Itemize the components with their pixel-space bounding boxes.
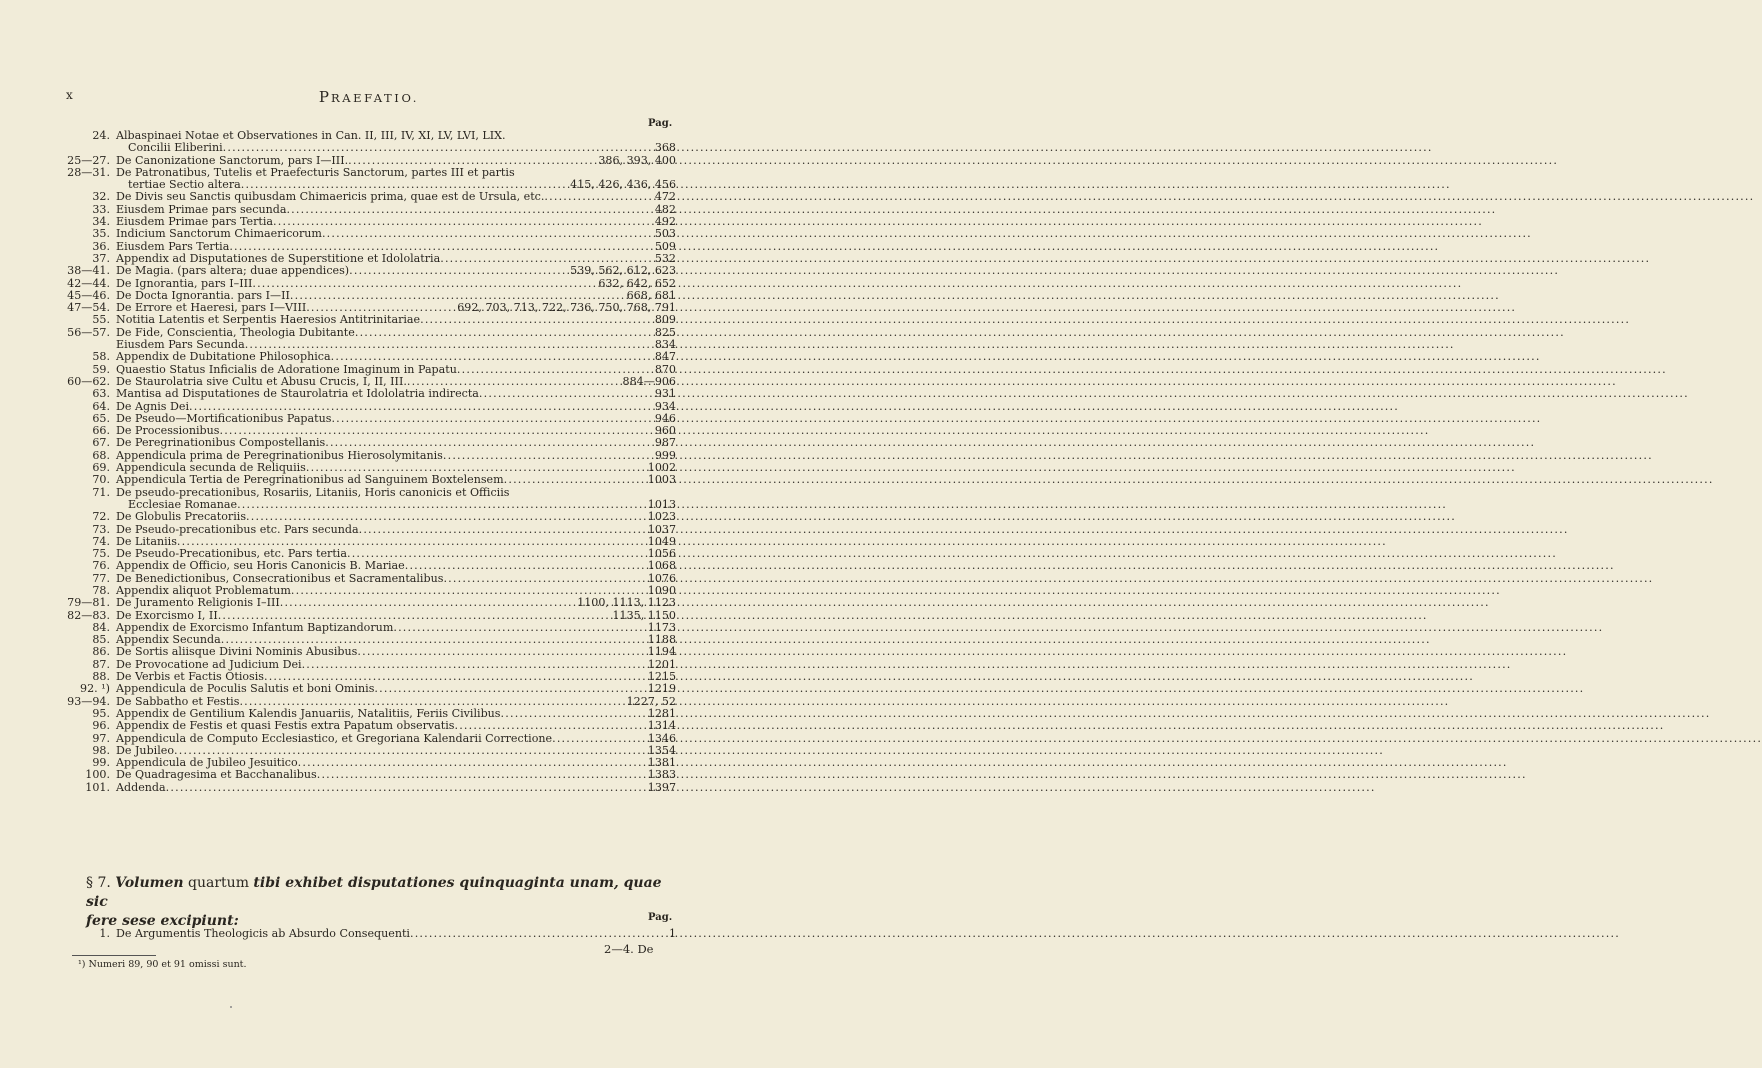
entry-title: De Errore et Haeresi, pars I—VIII	[116, 301, 307, 315]
entry-number: 32.	[92, 190, 110, 204]
entry-title: Mantisa ad Disputationes de Staurolatria et Idololatria indirecta	[116, 387, 479, 401]
entry-pages: 847	[654, 350, 676, 364]
entry-title: Appendicula secunda de Reliquiis	[116, 461, 306, 475]
entry-number: 59.	[92, 362, 110, 376]
entry-title: De Ignorantia, pars I–III	[116, 276, 253, 290]
entry-title: Appendicula prima de Peregrinationibus Hierosolymitanis	[116, 448, 443, 462]
entry-pages: 1037	[647, 522, 676, 536]
entry-title: Eiusdem Pars Tertia	[116, 239, 230, 253]
entry-title: Appendix de Officio, seu Horis Canonicis B. Mariae	[116, 559, 405, 573]
toc-entry	[58, 314, 676, 326]
entry-title: De Pseudo—Mortificationibus Papatus	[116, 411, 332, 425]
entry-number: 86.	[92, 645, 110, 659]
toc-entry	[58, 401, 676, 413]
toc-entry	[58, 388, 676, 400]
entry-pages: 1219	[647, 682, 676, 696]
toc-entry	[58, 142, 676, 154]
entry-title: Eiusdem Primae pars Tertia	[116, 215, 274, 229]
entry-title: Appendicula de Computo Ecclesiastico, et Gregoriana Kalendarii Correctione	[116, 731, 553, 745]
entry-title: Appendix de Festis et quasi Festis extra Papatum observatis	[116, 719, 455, 733]
entry-pages: 668, 681	[626, 288, 676, 302]
entry-number: 63.	[92, 387, 110, 401]
entry-number: 79—81.	[67, 596, 110, 610]
dot-leader	[322, 228, 653, 240]
dot-leader	[357, 646, 645, 658]
entry-number: 33.	[92, 202, 110, 216]
entry-pages: 884—906	[622, 374, 676, 388]
pag-label: Pag.	[648, 118, 673, 129]
entry-number: 65.	[92, 411, 110, 425]
table-of-contents	[58, 130, 676, 794]
dot-leader	[454, 720, 645, 732]
entry-title: Appendicula de Poculis Salutis et boni Ominis	[116, 682, 375, 696]
dot-leader	[410, 928, 667, 940]
toc-entry	[58, 646, 676, 658]
entry-pages: 1215	[647, 670, 676, 684]
entry-title: Appendix aliquot Problematum	[116, 583, 291, 597]
entry-title: De Juramento Religionis I–III	[116, 596, 280, 610]
entry-pages: 1201	[647, 657, 676, 671]
entry-pages: 834	[654, 338, 676, 352]
entry-title: De Argumentis Theologicis ab Absurdo Consequenti	[116, 927, 410, 940]
section-paragraph: § 7. Volumen quartum tibi exhibet disputationes quinquaginta unam, quae sic fere sese excipiunt:	[86, 875, 662, 929]
entry-number: 35.	[92, 227, 110, 241]
dot-leader	[166, 782, 646, 794]
entry-pages: 415, 426, 436, 456	[570, 178, 676, 192]
entry-pages: 386, 393, 400	[598, 153, 676, 167]
entry-number: 64.	[92, 399, 110, 413]
entry-title: De Sortis aliisque Divini Nominis Abusibus	[116, 645, 358, 659]
toc-entry	[58, 278, 676, 290]
speck	[230, 1006, 232, 1008]
toc-entry	[58, 228, 676, 240]
dot-leader	[420, 314, 653, 326]
entry-title: De Pseudo-Precationibus, etc. Pars tertia	[116, 547, 347, 561]
entry-pages: 809	[654, 313, 676, 327]
dot-leader	[252, 278, 596, 290]
entry-title: Appendix Secunda	[116, 633, 221, 647]
entry-title: De Sabbatho et Festis	[116, 694, 240, 708]
toc-entry	[58, 720, 676, 732]
entry-title: De Peregrinationibus Compostellanis	[116, 436, 326, 450]
entry-title: De Exorcismo I, II	[116, 608, 218, 622]
entry-title: Appendix de Exorcismo Infantum Baptizandorum	[116, 620, 394, 634]
entry-pages: 1383	[647, 768, 676, 782]
dot-leader	[552, 733, 646, 745]
dot-leader	[331, 351, 653, 363]
entry-number: 47—54.	[67, 301, 110, 315]
entry-number: 93—94.	[67, 694, 110, 708]
entry-pages: 934	[654, 399, 676, 413]
entry-pages: 492	[654, 215, 676, 229]
entry-number: 95.	[92, 706, 110, 720]
entry-title: De Divis seu Sanctis quibusdam Chimaericis prima, quae est de Ursula, etc.	[116, 190, 545, 204]
entry-number: 88.	[92, 670, 110, 684]
entry-pages: 946	[654, 411, 676, 425]
entry-pages: 482	[654, 202, 676, 216]
entry-pages: 472	[654, 190, 676, 204]
entry-number: 84.	[92, 620, 110, 634]
entry-number: 78.	[92, 583, 110, 597]
entry-title: tertiae Sectio altera	[128, 178, 241, 192]
toc-entry	[58, 683, 676, 695]
entry-pages: 1194	[647, 645, 676, 659]
dot-leader	[246, 511, 646, 523]
toc-entry	[58, 782, 676, 794]
entry-pages: 1354	[647, 743, 676, 757]
entry-pages: 1227, 52	[626, 694, 676, 708]
entry-title: De Canonizatione Sanctorum, pars I—III.	[116, 153, 349, 167]
entry-title: Appendicula Tertia de Peregrinationibus ad Sanguinem Boxtelensem	[116, 473, 504, 487]
entry-pages: 1013	[647, 497, 676, 511]
entry-pages: 1068	[647, 559, 676, 573]
entry-pages: 1281	[647, 706, 676, 720]
entry-pages: 1076	[647, 571, 676, 585]
toc-entry	[58, 191, 676, 203]
entry-title: De Processionibus	[116, 424, 220, 438]
entry-number: 74.	[92, 534, 110, 548]
entry-pages: 1135, 1150	[612, 608, 676, 622]
entry-title: De pseudo-precationibus, Rosariis, Litaniis, Horis canonicis et Officiis	[116, 485, 510, 499]
entry-number: 25—27.	[67, 153, 110, 167]
entry-number: 100.	[85, 768, 110, 782]
dot-leader	[544, 191, 652, 203]
entry-pages: 539, 562, 612, 623	[570, 264, 676, 278]
entry-pages: 1346	[647, 731, 676, 745]
entry-title: De Quadragesima et Bacchanalibus	[116, 768, 317, 782]
entry-pages: 987	[654, 436, 676, 450]
entry-number: 34.	[92, 215, 110, 229]
entry-number: 55.	[92, 313, 110, 327]
entry-title: Ecclesiae Romanae	[128, 497, 238, 511]
entry-number: 24.	[92, 129, 110, 142]
entry-pages: 1100, 1113, 1123	[577, 596, 676, 610]
entry-pages: 1090	[647, 583, 676, 597]
entry-number: 99.	[92, 756, 110, 770]
entry-number: 96.	[92, 719, 110, 733]
entry-pages: 999	[654, 448, 676, 462]
document-page	[0, 0, 738, 1068]
entry-title: Addenda	[116, 780, 166, 794]
page-number: x	[66, 88, 73, 102]
entry-title: De Patronatibus, Tutelis et Praefecturis Sanctorum, partes III et partis	[116, 165, 515, 179]
entry-title: De Docta Ignorantia. pars I—II	[116, 288, 290, 302]
entry-number: 66.	[92, 424, 110, 438]
entry-number: 101.	[85, 780, 110, 794]
entry-number: 92. ¹)	[80, 682, 110, 696]
entry-pages: 509	[654, 239, 676, 253]
entry-number: 38—41.	[67, 264, 110, 278]
entry-title: De Benedictionibus, Consecrationibus et Sacramentalibus	[116, 571, 444, 585]
pag-label-2: Pag.	[648, 912, 673, 923]
entry-pages: 1381	[647, 756, 676, 770]
entry-title: De Fide, Conscientia, Theologia Dubitante	[116, 325, 355, 339]
entry-pages: 931	[654, 387, 676, 401]
entry-title: De Magia. (pars altera; duae appendices)	[116, 264, 350, 278]
dot-leader	[189, 401, 653, 413]
entry-pages: 1003	[647, 473, 676, 487]
entry-title: De Pseudo-precationibus etc. Pars secunda	[116, 522, 359, 536]
entry-number: 87.	[92, 657, 110, 671]
entry-pages: 1397	[647, 780, 676, 794]
dot-leader	[479, 388, 653, 400]
entry-pages: 692, 703, 713, 722, 736, 750, 768, 791	[457, 301, 676, 315]
entry-pages: 1023	[647, 510, 676, 524]
entry-pages: 1314	[647, 719, 676, 733]
toc-entry	[58, 597, 676, 609]
catchword: 2—4. De	[604, 942, 654, 956]
entry-title: De Jubileo	[116, 743, 175, 757]
entry-number: 58.	[92, 350, 110, 364]
running-title: PRAEFATIO.	[318, 88, 420, 106]
dot-leader	[280, 597, 575, 609]
toc-entry	[58, 474, 676, 486]
entry-title: Appendix ad Disputationes de Superstitione et Idololatria	[116, 251, 441, 265]
toc-entry	[58, 511, 676, 523]
entry-number: 75.	[92, 547, 110, 561]
entry-pages: 532	[654, 251, 676, 265]
toc-entry	[58, 437, 676, 449]
toc-entry	[58, 524, 676, 536]
toc-entry	[58, 733, 676, 745]
entry-number: 42—44.	[67, 276, 110, 290]
entry-pages: 825	[654, 325, 676, 339]
entry-pages: 870	[654, 362, 676, 376]
entry-pages: 1	[668, 927, 676, 940]
entry-number: 77.	[92, 571, 110, 585]
dot-leader	[405, 560, 646, 572]
entry-number	[58, 142, 116, 154]
dot-leader	[325, 437, 653, 449]
footnote-rule	[72, 955, 156, 956]
entry-number: 37.	[92, 251, 110, 265]
toc-entry	[58, 351, 676, 363]
entry-title: Eiusdem Primae pars secunda	[116, 202, 287, 216]
entry-number: 82—83.	[67, 608, 110, 622]
entry-number: 1.	[99, 927, 110, 940]
entry-number: 45—46.	[67, 288, 110, 302]
dot-leader	[374, 683, 645, 695]
entry-number: 36.	[92, 239, 110, 253]
entry-title: Eiusdem Pars Secunda	[116, 338, 245, 352]
entry-title: De Globulis Precatoriis	[116, 510, 247, 524]
entry-title: De Staurolatria sive Cultu et Abusu Crucis, I, II, III.	[116, 374, 407, 388]
entry-pages: 1173	[647, 620, 676, 634]
entry-title: Albaspinaei Notae et Observationes in Can. II, III, IV, XI, LV, LVI, LIX.	[116, 129, 506, 142]
entry-title: Indicium Sanctorum Chimaericorum	[116, 227, 322, 241]
entry-number: 73.	[92, 522, 110, 536]
entry-title: Notitia Latentis et Serpentis Haeresios Antitrinitariae	[116, 313, 421, 327]
entry-title: Concilii Eliberini	[128, 141, 223, 155]
entry-title: De Litaniis	[116, 534, 177, 548]
entry-number: 28—31.	[67, 165, 110, 179]
footnote: ¹) Numeri 89, 90 et 91 omissi sunt.	[78, 959, 247, 970]
entry-number: 56—57.	[67, 325, 110, 339]
entry-number: 71.	[92, 485, 110, 499]
toc-entry	[58, 560, 676, 572]
dot-leader	[349, 265, 568, 277]
entry-pages: 503	[654, 227, 676, 241]
entry-pages: 1002	[647, 461, 676, 475]
toc-entry	[58, 769, 676, 781]
entry-number: 68.	[92, 448, 110, 462]
entry-number: 98.	[92, 743, 110, 757]
entry-number: 97.	[92, 731, 110, 745]
entry-title: Quaestio Status Inficialis de Adoratione Imaginum in Papatu	[116, 362, 457, 376]
volume-four-contents	[58, 928, 676, 940]
entry-number: 72.	[92, 510, 110, 524]
entry-pages: 1049	[647, 534, 676, 548]
entry-title: Appendix de Gentilium Kalendis Januariis, Natalitiis, Feriis Civilibus	[116, 706, 501, 720]
entry-number: 85.	[92, 633, 110, 647]
entry-title: De Agnis Dei	[116, 399, 190, 413]
entry-pages: 1188	[647, 633, 676, 647]
entry-number: 67.	[92, 436, 110, 450]
entry-pages: 632, 642, 652	[598, 276, 676, 290]
entry-title: De Provocatione ad Judicium Dei	[116, 657, 302, 671]
entry-number: 76.	[92, 559, 110, 573]
dot-leader	[359, 524, 646, 536]
entry-number: 69.	[92, 461, 110, 475]
entry-title: De Verbis et Factis Otiosis	[116, 670, 264, 684]
toc-entry	[58, 928, 676, 940]
entry-number: 70.	[92, 473, 110, 487]
dot-leader	[317, 769, 646, 781]
entry-number: 60—62.	[67, 374, 110, 388]
entry-title: Appendix de Dubitatione Philosophica	[116, 350, 331, 364]
entry-title: Appendicula de Jubileo Jesuitico	[116, 756, 298, 770]
entry-pages: 960	[654, 424, 676, 438]
dot-leader	[504, 474, 646, 486]
toc-entry	[58, 265, 676, 277]
entry-pages: 368	[654, 141, 676, 155]
entry-pages: 1056	[647, 547, 676, 561]
dot-leader	[223, 142, 653, 154]
